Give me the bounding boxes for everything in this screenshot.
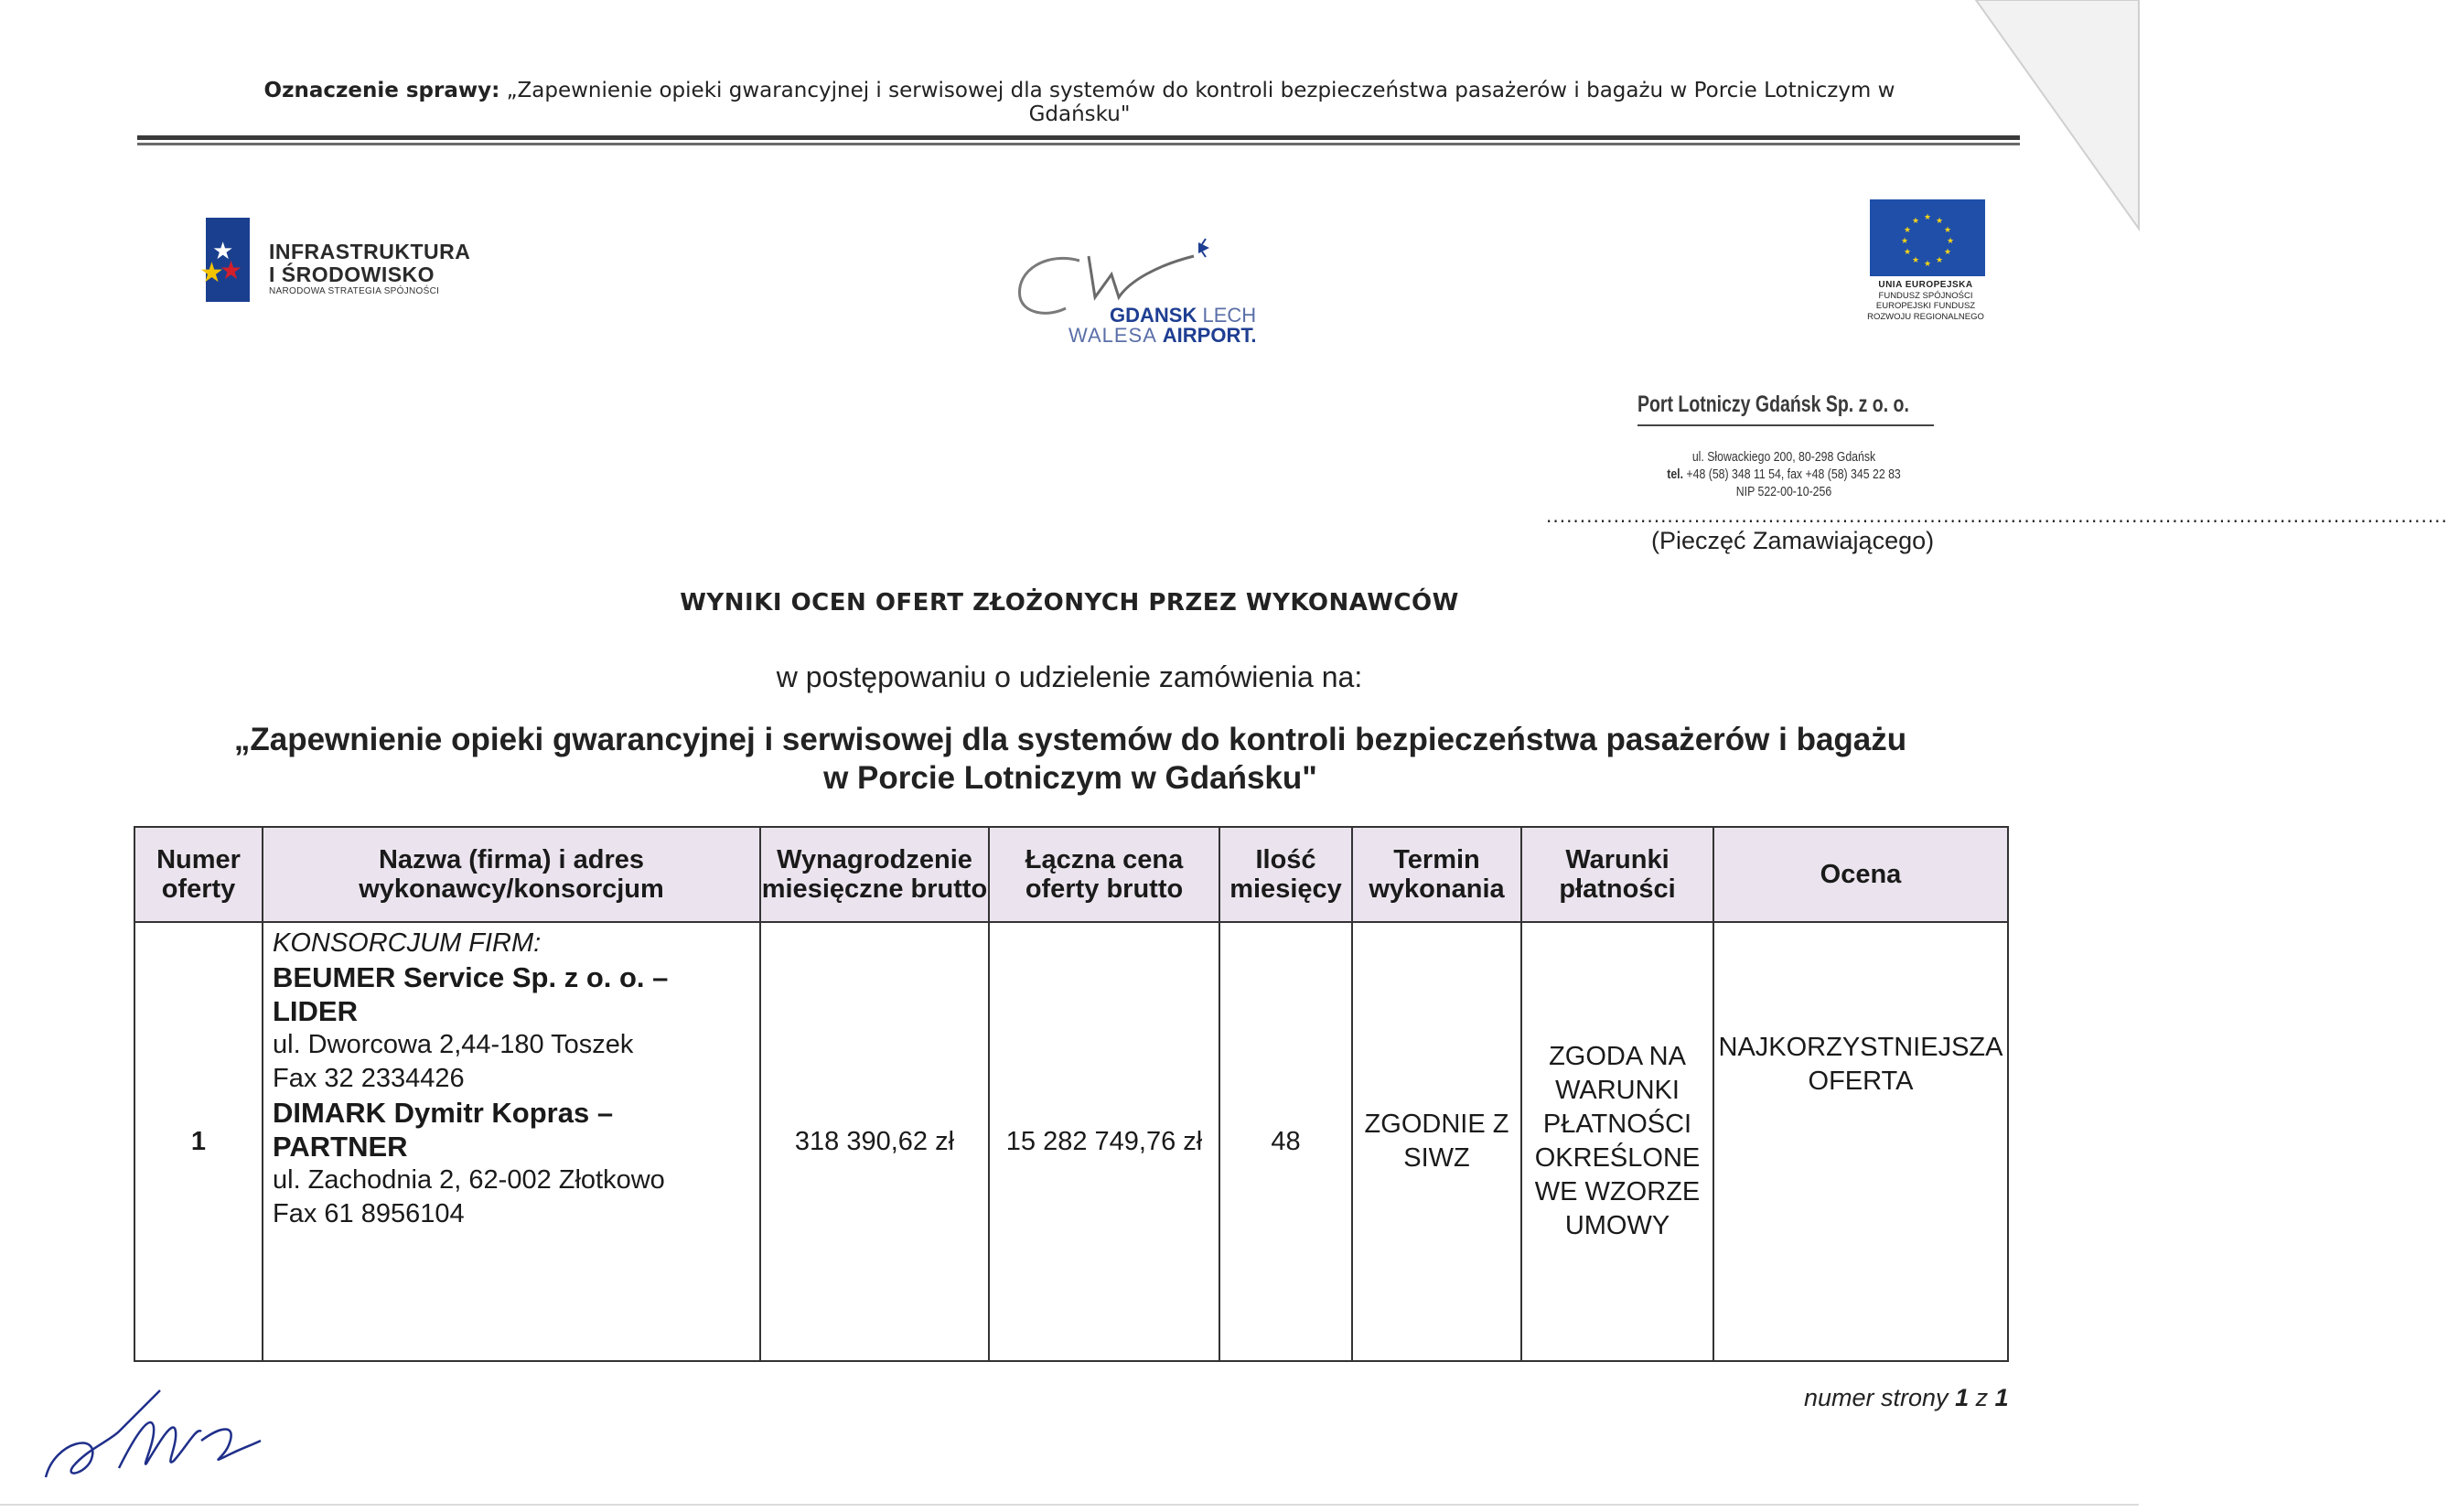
stamp-address: ul. Słowackiego 200, 80-298 Gdańsk bbox=[1691, 449, 1876, 465]
offer-rating: NAJKORZYSTNIEJSZA OFERTA bbox=[1713, 922, 2008, 1361]
firm-leader: BEUMER Service Sp. z o. o. – LIDER bbox=[273, 961, 669, 1027]
page-number-label: numer strony bbox=[1804, 1384, 1956, 1411]
column-header-term: Termin wykonania bbox=[1352, 827, 1521, 922]
svg-text:★: ★ bbox=[1923, 213, 1932, 222]
firm-partner-fax: Fax 61 8956104 bbox=[273, 1199, 465, 1228]
page-number-total: 1 bbox=[1994, 1384, 2009, 1411]
stamp-dotted-line: ...................................................................................................................................... bbox=[1546, 505, 2448, 527]
procurement-subject-line1: „Zapewnienie opieki gwarancyjnej i serwisowej dla systemów do kontroli bezpieczeństwa pasażerów i bagażu bbox=[233, 722, 1907, 757]
signature bbox=[37, 1377, 274, 1496]
svg-text:★: ★ bbox=[1943, 226, 1952, 235]
page-fold bbox=[1958, 0, 2139, 274]
column-header-rating: Ocena bbox=[1713, 827, 2008, 922]
header-rule bbox=[137, 135, 2020, 140]
firm-partner-address: ul. Zachodnia 2, 62-002 Złotkowo bbox=[273, 1165, 665, 1195]
svg-text:★: ★ bbox=[1903, 226, 1912, 235]
offer-total: 15 282 749,76 zł bbox=[989, 922, 1219, 1361]
airport-logo-word: GDANSK bbox=[1110, 304, 1197, 327]
stamp-phone: +48 (58) 348 11 54, fax +48 (58) 345 22 83 bbox=[1683, 466, 1901, 482]
column-header-number: Numer oferty bbox=[134, 827, 263, 922]
logo-text-line3: NARODOWA STRATEGIA SPÓJNOŚCI bbox=[269, 286, 440, 296]
eu-logo-line1: UNIA EUROPEJSKA bbox=[1878, 280, 1973, 290]
stamp-caption: (Pieczęć Zamawiającego) bbox=[1651, 527, 1935, 554]
case-reference-text: „Zapewnienie opieki gwarancyjnej i serwisowej dla systemów do kontroli bezpieczeństwa pasażerów i bagażu w Porcie Lotniczym w Gdańsku" bbox=[506, 79, 1895, 126]
eu-logo-line4: ROZWOJU REGIONALNEGO bbox=[1867, 311, 1984, 322]
document-title: WYNIKI OCEN OFERT ZŁOŻONYCH PRZEZ WYKONAWCÓW bbox=[680, 589, 1459, 617]
case-reference-label: Oznaczenie sprawy: bbox=[263, 79, 500, 102]
star-icon: ★ bbox=[199, 257, 224, 289]
offer-number: 1 bbox=[134, 922, 263, 1361]
scan-bottom-edge bbox=[0, 1504, 2139, 1506]
svg-text:★: ★ bbox=[1911, 256, 1920, 265]
eu-logo-line2: FUNDUSZ SPÓJNOŚCI bbox=[1878, 290, 1973, 301]
stamp-company-name: Port Lotniczy Gdańsk Sp. z o. o. bbox=[1637, 391, 1909, 417]
svg-text:★: ★ bbox=[1946, 237, 1955, 246]
column-header-payment: Warunki płatności bbox=[1521, 827, 1713, 922]
stamp-phone-line bbox=[1664, 466, 1904, 483]
firm-consortium: KONSORCJUM FIRM: bbox=[273, 928, 542, 958]
star-icon: ★ bbox=[220, 255, 243, 285]
stamp-address-block bbox=[1664, 448, 1904, 500]
column-header-monthly: Wynagrodzenie miesięczne brutto bbox=[760, 827, 989, 922]
airport-logo-word: LECH bbox=[1197, 304, 1257, 327]
svg-text:★: ★ bbox=[1903, 248, 1912, 257]
offer-months: 48 bbox=[1219, 922, 1352, 1361]
eu-logo-text bbox=[1793, 280, 2058, 322]
svg-text:★: ★ bbox=[1923, 260, 1932, 269]
page-number-sep: z bbox=[1969, 1384, 1995, 1411]
case-reference bbox=[242, 79, 1917, 126]
offer-payment: ZGODA NA WARUNKI PŁATNOŚCI OKREŚLONE WE WZORZE UMOWY bbox=[1521, 922, 1713, 1361]
column-header-months: Ilość miesięcy bbox=[1219, 827, 1352, 922]
svg-text:★: ★ bbox=[1911, 217, 1920, 226]
offer-term: ZGODNIE Z SIWZ bbox=[1352, 922, 1521, 1361]
svg-text:★: ★ bbox=[1935, 256, 1944, 265]
table-row bbox=[134, 922, 2008, 1361]
airport-logo-word: AIRPORT. bbox=[1162, 324, 1257, 347]
header-rule-thin bbox=[137, 143, 2020, 145]
offer-monthly: 318 390,62 zł bbox=[760, 922, 989, 1361]
column-header-total: Łączna cena oferty brutto bbox=[989, 827, 1219, 922]
stamp-underline bbox=[1637, 424, 1934, 426]
procurement-subject bbox=[183, 721, 1958, 798]
logo-text-line2: I ŚRODOWISKO bbox=[269, 263, 435, 286]
page-number bbox=[1804, 1384, 2009, 1412]
svg-text:★: ★ bbox=[1900, 237, 1909, 246]
eu-logo-line3: EUROPEJSKI FUNDUSZ bbox=[1875, 301, 1976, 311]
firm-partner: DIMARK Dymitr Kopras – PARTNER bbox=[273, 1097, 614, 1163]
stamp-nip: NIP 522-00-10-256 bbox=[1735, 484, 1832, 499]
page-number-current: 1 bbox=[1955, 1384, 1970, 1411]
procurement-subject-line2: w Porcie Lotniczym w Gdańsku" bbox=[823, 760, 1317, 796]
table-header-row bbox=[134, 827, 2008, 922]
logo-text-line1: INFRASTRUKTURA bbox=[269, 240, 471, 263]
document-subtitle: w postępowaniu o udzielenie zamówienia na: bbox=[776, 660, 1363, 693]
stamp-phone-label: tel. bbox=[1667, 466, 1684, 482]
svg-text:★: ★ bbox=[1943, 248, 1952, 257]
firm-leader-address: ul. Dworcowa 2,44-180 Toszek bbox=[273, 1030, 634, 1059]
airport-logo-line2 bbox=[1068, 324, 1256, 348]
firm-leader-fax: Fax 32 2334426 bbox=[273, 1064, 465, 1093]
svg-text:★: ★ bbox=[1935, 217, 1944, 226]
column-header-firm: Nazwa (firma) i adres wykonawcy/konsorcjum bbox=[263, 827, 760, 922]
offer-firm bbox=[263, 922, 760, 1361]
airport-logo-word: WALESA bbox=[1068, 324, 1163, 347]
star-icon: ★ bbox=[212, 238, 234, 265]
offers-table bbox=[134, 826, 2009, 1362]
